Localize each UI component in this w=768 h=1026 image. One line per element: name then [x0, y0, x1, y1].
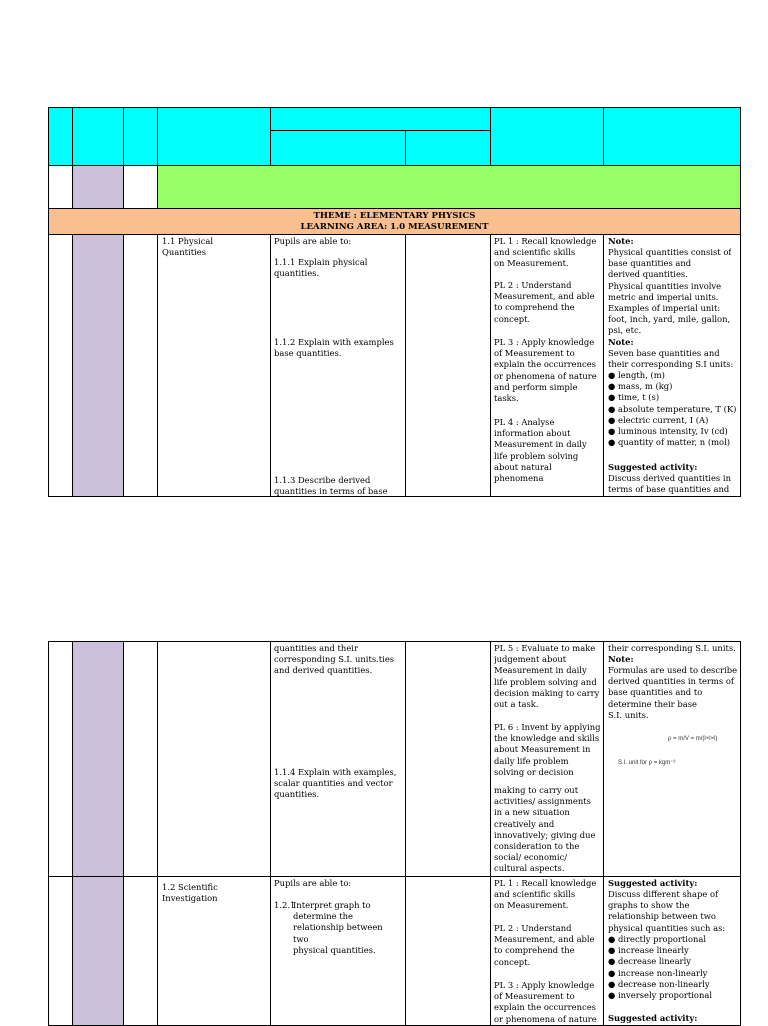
theme-title: THEME : ELEMENTARY PHYSICS [313, 211, 476, 221]
activity-text: Discuss derived quantities in terms of base quantities and [608, 473, 731, 495]
header-col-1 [48, 107, 73, 166]
ls-intro: Pupils are able to: [274, 236, 352, 246]
p2-row2-learning-standard [270, 876, 406, 1026]
density-si-unit: S.I. unit for ρ = kgm⁻³ [618, 760, 676, 766]
p2-row2-col-2 [72, 876, 124, 1026]
p2-row1-notes [603, 641, 741, 877]
list-item: ● decrease non-linearly [608, 978, 710, 989]
notes-continue: their corresponding S.I. units. [608, 643, 736, 653]
p2-row1-empty [405, 641, 491, 877]
header-col-3 [123, 107, 158, 166]
row2-green-band [157, 165, 741, 209]
pl-3-b: PL 3 : Apply knowledge of Measurement to explain the occurrences or phenomena of nature [494, 980, 597, 1024]
ls-intro-1-2: Pupils are able to: [274, 878, 352, 888]
notes-cell [603, 234, 741, 497]
p2-row2-empty [405, 876, 491, 1026]
activity-label-2: Suggested activity: [608, 878, 698, 888]
list-item: ● mass, m (kg) [608, 381, 673, 392]
note-text-2: Seven base quantities and their corresponding S.I units: [608, 348, 734, 370]
ls-1-2-1-text: Interpret graph to determine the relationship between two physical quantities. [293, 900, 383, 955]
note-text-3: Formulas are used to describe derived quantities in terms of base quantities and to determine their base S.I. units. [608, 665, 738, 720]
list-item: ● increase linearly [608, 945, 689, 956]
pl-2-b: PL 2 : Understand Measurement, and able to comprehend the concept. [494, 923, 595, 967]
p2-row1-col-1 [48, 641, 73, 877]
list-item: ● decrease linearly [608, 956, 691, 967]
p2-row1-performance [490, 641, 604, 877]
header-notes [603, 107, 741, 166]
p2-row2-content-standard [157, 876, 271, 1026]
body-col-1 [48, 234, 73, 497]
list-item: ● increase non-linearly [608, 967, 708, 978]
note-label-1: Note: [608, 236, 634, 246]
note-label-3: Note: [608, 654, 634, 664]
ls-1-1-4: 1.1.4 Explain with examples, scalar quantities and vector quantities. [274, 767, 397, 800]
learning-area-title: LEARNING AREA: 1.0 MEASUREMENT [300, 222, 489, 232]
activity-label: Suggested activity: [608, 462, 698, 472]
row2-col-1 [48, 165, 73, 209]
p2-row1-content-standard [157, 641, 271, 877]
header-learning-standard-a [270, 130, 406, 166]
ls-continue: quantities and their corresponding S.I. units.ties and derived quantities. [274, 643, 395, 676]
pl-2: PL 2 : Understand Measurement, and able to comprehend the concept. [494, 280, 595, 324]
list-item: ● directly proportional [608, 934, 707, 944]
pl-6-continued: making to carry out activities/ assignments in a new situation creatively and innovatively; giving due consideration to the social/ economic/ cultural aspects. [494, 785, 596, 874]
header-learning-standard-b [405, 130, 491, 166]
header-content-standard [157, 107, 271, 166]
body-col-2 [72, 234, 124, 497]
list-item: ● time, t (s) [608, 392, 660, 403]
row2-col-2 [72, 165, 124, 209]
content-standard-cell [157, 234, 271, 497]
activity-label-3: Suggested activity: [608, 1013, 698, 1023]
ls-1-2-1-number: 1.2.1 [274, 900, 296, 910]
p2-row1-col-2 [72, 641, 124, 877]
header-performance [490, 107, 604, 166]
p2-row1-col-3 [123, 641, 158, 877]
list-item: ● absolute temperature, T (K) [608, 403, 737, 414]
row2-col-3 [123, 165, 158, 209]
ls-1-1-1: 1.1.1 Explain physical quantities. [274, 257, 368, 279]
pl-1: PL 1 : Recall knowledge and scientific skills on Measurement. [494, 236, 597, 269]
content-standard-1-1: 1.1 Physical Quantities [162, 236, 214, 258]
theme-banner [48, 208, 741, 235]
learning-standard-empty-cell [405, 234, 491, 497]
note-text-1: Physical quantities consist of base quantities and derived quantities. Physical quantities involve metric and imperial units. Examples of imperial unit: foot, inch, yard, mile, gallon, psi, etc. [608, 247, 732, 336]
list-item: ● electric current, I (A) [608, 414, 709, 425]
pl-6: PL 6 : Invent by applying the knowledge and skills about Measurement in daily life problem solving or decision [494, 722, 601, 777]
graph-shapes-list [608, 934, 712, 1001]
p2-row2-notes [603, 876, 741, 1026]
body-col-3 [123, 234, 158, 497]
density-formula: ρ = m/V = m/(l×l×l) [668, 736, 718, 742]
note-label-2: Note: [608, 337, 634, 347]
p2-row2-performance [490, 876, 604, 1026]
p2-row2-col-3 [123, 876, 158, 1026]
performance-cell [490, 234, 604, 497]
p2-row2-col-1 [48, 876, 73, 1026]
ls-1-1-2: 1.1.2 Explain with examples base quantities. [274, 337, 394, 359]
list-item: ● quantity of matter, n (mol) [608, 437, 731, 448]
ls-1-1-3: 1.1.3 Describe derived quantities in terms of base [274, 475, 388, 497]
pl-3: PL 3 : Apply knowledge of Measurement to explain the occurrences or phenomena of nature and perform simple tasks. [494, 337, 597, 404]
activity-text-2: Discuss different shape of graphs to show the relationship between two physical quantities such as: [608, 889, 726, 933]
header-col-2 [72, 107, 124, 166]
p2-row1-learning-standard [270, 641, 406, 877]
pl-4: PL 4 : Analyse information about Measurement in daily life problem solving about natural phenomena [494, 417, 587, 484]
pl-5: PL 5 : Evaluate to make judgement about Measurement in daily life problem solving and decision making to carry out a task. [494, 643, 600, 710]
list-item: ● length, (m) [608, 370, 665, 380]
base-quantities-list [608, 370, 736, 448]
list-item: ● luminous intensity, Iv (cd) [608, 426, 728, 437]
learning-standard-cell [270, 234, 406, 497]
list-item: ● inversely proportional [608, 990, 713, 1001]
pl-1-b: PL 1 : Recall knowledge and scientific skills on Measurement. [494, 878, 597, 911]
content-standard-1-2: 1.2 Scientific Investigation [162, 882, 218, 904]
header-learning-standard-top [270, 107, 491, 131]
